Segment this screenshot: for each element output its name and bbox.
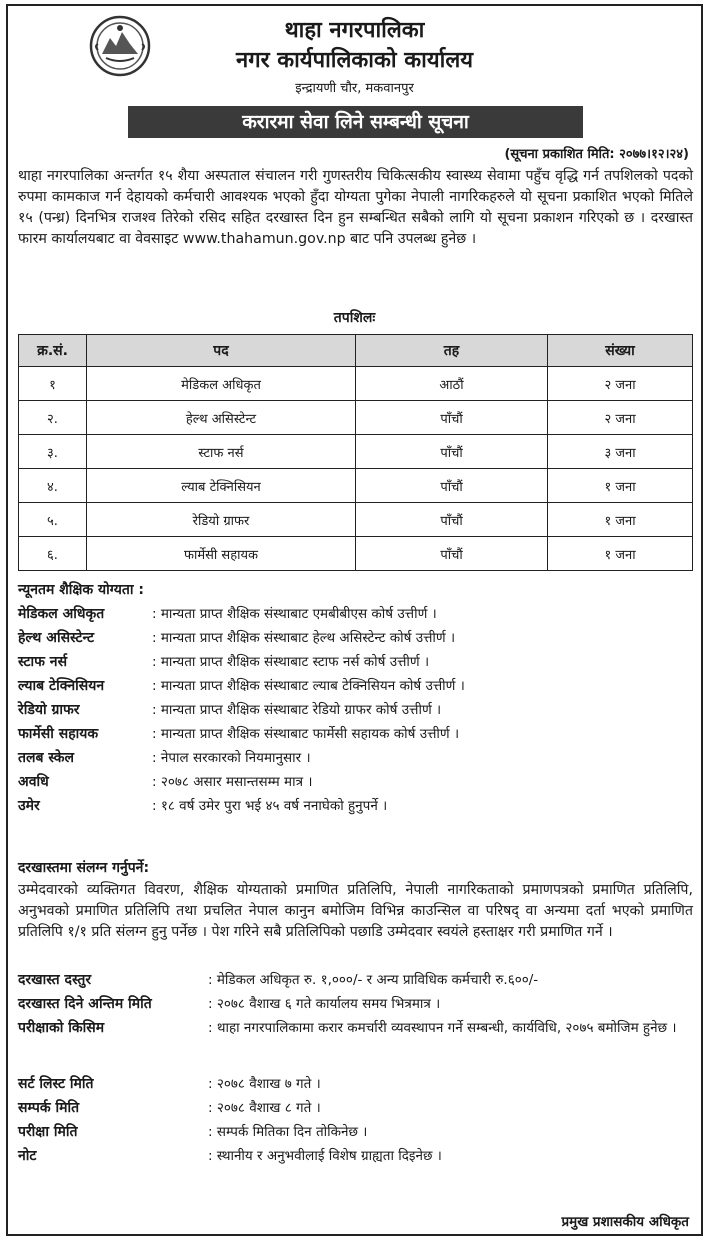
details-title: तपशिलः: [333, 310, 376, 326]
office-address: इन्द्रायणी चौर, मकवानपुर: [295, 81, 414, 96]
cell-count: १ जना: [548, 537, 693, 571]
col-header-post: पद: [87, 335, 356, 367]
info-label: परीक्षा मिति: [18, 1124, 78, 1140]
cell-post: ल्याब टेक्निसियन: [87, 469, 356, 503]
col-header-level: तह: [356, 335, 548, 367]
info-text: : थाहा नगरपालिकामा करार कमर्चारी व्यवस्थापन गर्ने सम्बन्धी, कार्यविधि, २०७५ बमोजिम हुनेछ ।: [208, 1020, 677, 1036]
list-item: [18, 700, 698, 724]
table-row: [19, 367, 693, 401]
info-label: दरखास्त दस्तुर: [18, 972, 92, 988]
info-label: सर्ट लिस्ट मिति: [18, 1076, 94, 1092]
qual-label: उमेर: [18, 798, 40, 814]
posts-table: [18, 334, 693, 571]
qual-text: : मान्यता प्राप्त शैक्षिक संस्थाबाट स्टाफ नर्स कोर्ष उत्तीर्ण ।: [152, 654, 430, 670]
list-item: [18, 796, 698, 820]
qual-label: अवधि: [18, 774, 49, 790]
info-text: : २०७८ वैशाख ८ गते ।: [208, 1100, 321, 1116]
qual-text: : नेपाल सरकारको नियमानुसार ।: [152, 750, 311, 766]
qualifications-list: [18, 604, 698, 820]
published-date: (सूचना प्रकाशित मिति: २०७७।१२।२४): [504, 147, 689, 162]
office-title: थाहा नगरपालिका: [284, 18, 425, 43]
cell-sn: ६.: [19, 537, 87, 571]
list-item: [18, 970, 698, 994]
attachments-paragraph: उम्मेदवारको व्यक्तिगत विवरण, शैक्षिक योग्यताको प्रमाणित प्रतिलिपि, नेपाली नागरिकताको प्रमाणपत्रको प्रमाणित प्रतिलिपि, अनुभवको प्रमाणित प्रतिलिपि तथा प्रचलित नेपाल कानुन बमोजिम विभिन्न काउन्सिल वा परिषद् वा अन्यमा दर्ता भएको प्रमाणित प्रतिलिपि १/१ प्रति संलग्न हुनु पर्नेछ । पेश गरिने सबै प्रतिलिपिको पछाडि उम्मेदवार स्वयंले हस्ताक्षर गरी प्रमाणित गर्ने ।: [18, 882, 693, 940]
qualifications-title: न्यूनतम शैक्षिक योग्यता :: [18, 582, 144, 598]
list-item: [18, 994, 698, 1018]
cell-count: २ जना: [548, 367, 693, 401]
cell-sn: १: [19, 367, 87, 401]
qual-text: : मान्यता प्राप्त शैक्षिक संस्थाबाट एमबीबीएस कोर्ष उत्तीर्ण ।: [152, 606, 437, 622]
qual-text: : १८ वर्ष उमेर पुरा भई ४५ वर्ष ननाघेको हुनुपर्ने ।: [152, 798, 388, 814]
list-item: [18, 1098, 698, 1122]
cell-count: १ जना: [548, 469, 693, 503]
list-item: [18, 628, 698, 652]
header: [8, 6, 701, 104]
list-item: [18, 1018, 698, 1074]
info-label: परीक्षाको किसिम: [18, 1020, 105, 1036]
info-text: : स्थानीय र अनुभवीलाई विशेष ग्राह्यता दिइनेछ ।: [208, 1148, 442, 1164]
table-row: [19, 435, 693, 469]
qual-label: हेल्थ असिस्टेन्ट: [18, 630, 94, 646]
table-row: [19, 503, 693, 537]
qual-text: : मान्यता प्राप्त शैक्षिक संस्थाबाट रेडियो ग्राफर कोर्ष उत्तीर्ण ।: [152, 702, 442, 718]
list-item: [18, 604, 698, 628]
cell-post: फार्मेसी सहायक: [87, 537, 356, 571]
qual-label: मेडिकल अधिकृत: [18, 606, 105, 622]
info-text: : सम्पर्क मितिका दिन तोकिनेछ ।: [208, 1124, 368, 1140]
list-item: [18, 772, 698, 796]
cell-level: पाँचौं: [356, 503, 548, 537]
cell-level: आठौं: [356, 367, 548, 401]
attachments-title: दरखास्तमा संलग्न गर्नुपर्ने:: [18, 860, 150, 876]
info-text: : २०७८ वैशाख ६ गते कार्यालय समय भित्रमात्र ।: [208, 996, 441, 1012]
qual-text: : मान्यता प्राप्त शैक्षिक संस्थाबाट फार्मेसी सहायक कोर्ष उत्तीर्ण ।: [152, 726, 460, 742]
cell-level: पाँचौं: [356, 469, 548, 503]
cell-sn: ३.: [19, 435, 87, 469]
cell-sn: ४.: [19, 469, 87, 503]
signature: प्रमुख प्रशासकीय अधिकृत: [561, 1214, 689, 1230]
office-subtitle: नगर कार्यपालिकाको कार्यालय: [236, 48, 473, 73]
qual-label: स्टाफ नर्स: [18, 654, 68, 670]
col-header-sn: क्र.सं.: [19, 335, 87, 367]
cell-post: हेल्थ असिस्टेन्ट: [87, 401, 356, 435]
table-row: [19, 537, 693, 571]
table-row: [19, 469, 693, 503]
qual-text: : मान्यता प्राप्त शैक्षिक संस्थाबाट हेल्थ असिस्टेन्ट कोर्ष उत्तीर्ण ।: [152, 630, 456, 646]
intro-paragraph: थाहा नगरपालिका अन्तर्गत १५ शैया अस्पताल संचालन गरी गुणस्तरीय चिकित्सकीय स्वास्थ्य सेवामा पहुँच वृद्धि गर्न तपशिलको पदको रुपमा कामकाज गर्न देहायको कर्मचारी आवश्यक भएको हुँदा योग्यता पुगेका नेपाली नागरिकहरुले यो सूचना प्रकाशित भएको मितिले १५ (पन्ध्र) दिनभित्र राजश्व तिरेको रसिद सहित दरखास्त दिन हुन सम्बन्धित सबैको लागि यो सूचना प्रकाशन गरिएको छ । दरखास्त फारम कार्यालयबाट वा वेवसाइट www.thahamun.gov.np बाट पनि उपलब्ध हुनेछ ।: [18, 168, 693, 247]
info-text: : २०७८ वैशाख ७ गते ।: [208, 1076, 321, 1092]
cell-sn: ५.: [19, 503, 87, 537]
notice-title-banner: करारमा सेवा लिने सम्बन्धी सूचना: [128, 106, 583, 138]
cell-post: स्टाफ नर्स: [87, 435, 356, 469]
list-item: [18, 748, 698, 772]
list-item: [18, 652, 698, 676]
col-header-count: संख्या: [548, 335, 693, 367]
list-item: [18, 1122, 698, 1146]
cell-count: १ जना: [548, 503, 693, 537]
qual-text: : २०७८ असार मसान्तसम्म मात्र ।: [152, 774, 313, 790]
list-item: [18, 676, 698, 700]
cell-count: २ जना: [548, 401, 693, 435]
cell-level: पाँचौं: [356, 537, 548, 571]
qual-label: ल्याब टेक्निसियन: [18, 678, 105, 694]
list-item: [18, 724, 698, 748]
cell-post: मेडिकल अधिकृत: [87, 367, 356, 401]
info-text: : मेडिकल अधिकृत रु. १,०००/- र अन्य प्राविधिक कर्मचारी रु.६००/-: [208, 972, 539, 988]
info-label: सम्पर्क मिति: [18, 1100, 80, 1116]
list-item: [18, 1146, 698, 1170]
qual-label: फार्मेसी सहायक: [18, 726, 99, 742]
cell-level: पाँचौं: [356, 401, 548, 435]
application-info: [18, 970, 698, 1170]
cell-sn: २.: [19, 401, 87, 435]
qual-label: रेडियो ग्राफर: [18, 702, 80, 718]
info-label: दरखास्त दिने अन्तिम मिति: [18, 996, 152, 1012]
table-header-row: [19, 335, 693, 367]
notice-page: [6, 4, 703, 1236]
list-item: [18, 1074, 698, 1098]
table-row: [19, 401, 693, 435]
cell-post: रेडियो ग्राफर: [87, 503, 356, 537]
qual-text: : मान्यता प्राप्त शैक्षिक संस्थाबाट ल्याब टेक्निसियन कोर्ष उत्तीर्ण ।: [152, 678, 465, 694]
cell-level: पाँचौं: [356, 435, 548, 469]
qual-label: तलब स्केल: [18, 750, 75, 766]
cell-count: ३ जना: [548, 435, 693, 469]
info-label: नोट: [18, 1148, 37, 1164]
